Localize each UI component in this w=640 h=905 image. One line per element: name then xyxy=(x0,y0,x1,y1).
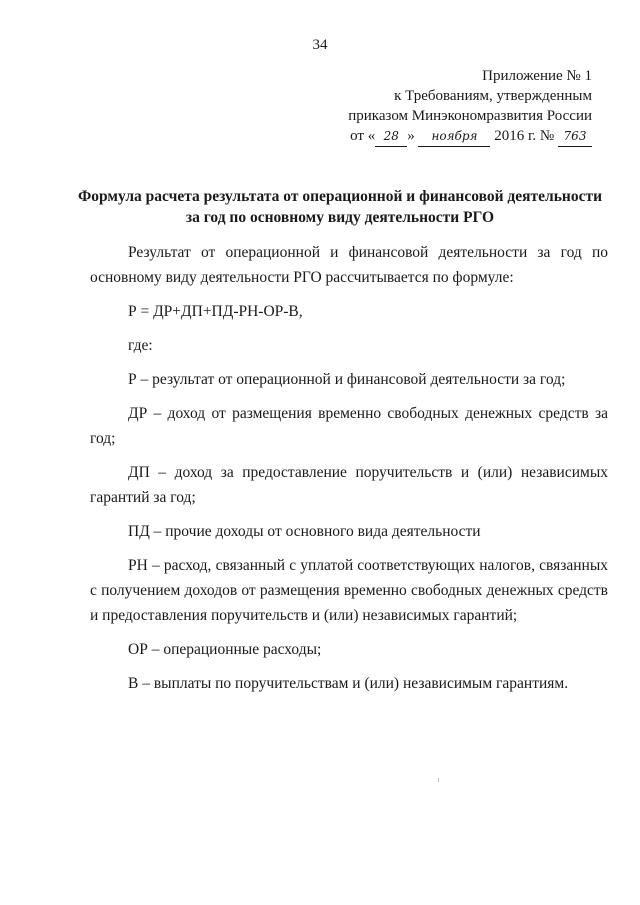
date-month: ноября xyxy=(418,126,490,147)
appendix-header xyxy=(302,66,592,147)
formula: Р = ДР+ДП+ПД-РН-ОР-В, xyxy=(128,303,303,320)
definition-dp: ДП – доход за предоставление поручительств и (или) независимых гарантий за год; xyxy=(90,464,608,506)
title-line-2: за год по основному виду деятельности РГО xyxy=(185,209,495,226)
appendix-date-line xyxy=(302,126,592,147)
order-number: 763 xyxy=(558,126,592,147)
document-body xyxy=(90,240,608,705)
date-year: 2016 г. № xyxy=(494,128,555,144)
document-title xyxy=(60,186,620,228)
appendix-requirements: к Требованиям, утвержденным xyxy=(394,88,592,104)
definition-pd: ПД – прочие доходы от основного вида деятельности xyxy=(128,523,481,540)
date-mid: » xyxy=(407,128,415,144)
scan-speck xyxy=(438,778,439,782)
definition-dr: ДР – доход от размещения временно свободных денежных средств за год; xyxy=(90,405,608,447)
definition-rn: РН – расход, связанный с уплатой соответствующих налогов, связанных с получением доходов от размещения временно свободных денежных средств и предоставления поручительств и (или) независимых гарантий; xyxy=(90,557,608,624)
definition-v: В – выплаты по поручительствам и (или) независимым гарантиям. xyxy=(128,675,569,692)
title-line-1: Формула расчета результата от операционной и финансовой деятельности xyxy=(77,188,603,205)
where-label: где: xyxy=(128,337,153,354)
appendix-order: приказом Минэкономразвития России xyxy=(348,108,592,124)
date-prefix: от « xyxy=(350,128,376,144)
appendix-title: Приложение № 1 xyxy=(482,68,592,84)
definition-or: ОР – операционные расходы; xyxy=(128,641,322,658)
definition-r: Р – результат от операционной и финансовой деятельности за год; xyxy=(128,371,566,388)
intro-paragraph: Результат от операционной и финансовой деятельности за год по основному виду деятельности РГО рассчитывается по формуле: xyxy=(90,244,608,286)
page-number: 34 xyxy=(312,37,328,53)
date-day: 28 xyxy=(375,126,407,147)
